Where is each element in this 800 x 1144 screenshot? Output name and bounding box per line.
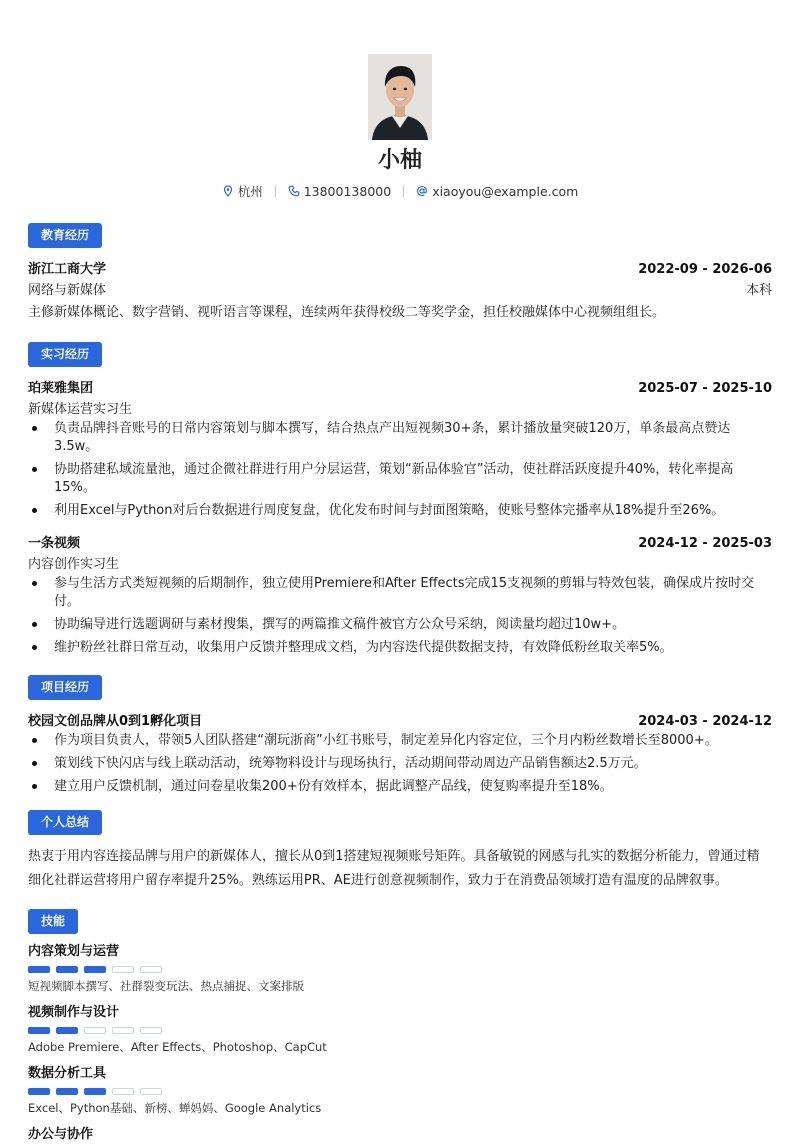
skill-bar-empty [112, 966, 134, 973]
project-date: 2024-03 - 2024-12 [638, 714, 772, 729]
skill-bar-filled [28, 966, 50, 973]
summary-section [28, 810, 772, 893]
job-header-row [28, 377, 772, 396]
skill-name: 数据分析工具 [28, 1066, 107, 1081]
summary-text: 热衷于用内容连接品牌与用户的新媒体人，擅长从0到1搭建短视频账号矩阵。具备敏锐的网感与扎实的数据分析能力，曾通过精细化社群运营将用户留存率提升25%。熟练运用PR、AE进行创意视频制作，致力于在消费品领域打造有温度的品牌叙事。 [28, 849, 760, 888]
skill-bar-empty [140, 1088, 162, 1095]
skill-bar-empty [84, 1027, 106, 1034]
skill-bar-filled [84, 966, 106, 973]
skill-level-bars [28, 1088, 772, 1096]
contact-divider [275, 185, 276, 197]
contact-location [222, 182, 263, 200]
skill-bar-filled [56, 966, 78, 973]
bullet-item: 利用Excel与Python对后台数据进行周度复盘，优化发布时间与封面图策略，使账号整体完播率从18%提升至26%。 [28, 502, 772, 520]
skill-bar-filled [56, 1027, 78, 1034]
project-bullets [28, 732, 772, 796]
job-date: 2024-12 - 2025-03 [638, 536, 772, 551]
job-role: 内容创作实习生 [28, 557, 120, 572]
project-section [28, 675, 772, 796]
email-text[interactable]: xiaoyou@example.com [432, 183, 579, 199]
resume-header [28, 0, 772, 200]
bullet-item: 维护粉丝社群日常互动，收集用户反馈并整理成文档，为内容迭代提供数据支持，有效降低粉丝取关率5%。 [28, 639, 772, 657]
section-tag-summary: 个人总结 [28, 810, 102, 835]
skills-list [28, 943, 772, 1144]
location-text: 杭州 [237, 184, 263, 199]
job-header-row [28, 532, 772, 551]
skill-item [28, 1126, 772, 1144]
skill-name: 内容策划与运营 [28, 944, 120, 959]
contact-email [416, 184, 578, 199]
skill-item [28, 1065, 772, 1116]
section-tag-internship: 实习经历 [28, 342, 102, 367]
skill-bar-empty [140, 1027, 162, 1034]
skill-bar-empty [140, 966, 162, 973]
education-date: 2022-09 - 2026-06 [638, 262, 772, 277]
major: 网络与新媒体 [28, 283, 107, 298]
skill-bar-empty [112, 1027, 134, 1034]
phone-icon [288, 185, 300, 197]
skill-level-bars [28, 1027, 772, 1035]
skills-section [28, 909, 772, 1144]
bullet-item: 建立用户反馈机制，通过问卷星收集200+份有效样本，据此调整产品线，使复购率提升至18%。 [28, 778, 772, 796]
education-header-row [28, 258, 772, 277]
at-sign-icon [416, 185, 428, 197]
skill-bar-filled [84, 1088, 106, 1095]
location-pin-icon [222, 185, 234, 197]
bullet-item: 协助编导进行选题调研与素材搜集，撰写的两篇推文稿件被官方公众号采纳，阅读量均超过10w+。 [28, 616, 772, 634]
education-sub-row [28, 279, 772, 298]
internship-section [28, 342, 772, 657]
skill-name: 办公与协作 [28, 1127, 94, 1142]
skill-level-bars [28, 966, 772, 974]
skill-item [28, 1004, 772, 1055]
bullet-item: 参与生活方式类短视频的后期制作，独立使用Premiere和After Effects完成15支视频的剪辑与特效包装，确保成片按时交付。 [28, 575, 772, 611]
school-name: 浙江工商大学 [28, 262, 107, 277]
section-tag-skills: 技能 [28, 909, 78, 934]
job-role: 新媒体运营实习生 [28, 402, 133, 417]
education-description: 主修新媒体概论、数字营销、视听语言等课程，连续两年获得校级二等奖学金，担任校融媒体中心视频组组长。 [28, 305, 666, 320]
degree: 本科 [745, 283, 772, 298]
job-entry [28, 532, 772, 657]
job-entry [28, 377, 772, 520]
education-section [28, 223, 772, 325]
company-name: 一条视频 [28, 536, 81, 551]
job-date: 2025-07 - 2025-10 [638, 381, 772, 396]
skill-item [28, 943, 772, 994]
contact-phone [288, 184, 391, 199]
profile-photo [368, 54, 432, 140]
bullet-item: 协助搭建私域流量池，通过企微社群进行用户分层运营，策划“新品体验官”活动，使社群活跃度提升40%，转化率提高15%。 [28, 461, 772, 497]
bullet-item: 作为项目负责人，带领5人团队搭建“潮玩浙商”小红书账号，制定差异化内容定位，三个月内粉丝数增长至8000+。 [28, 732, 772, 750]
contact-bar [28, 182, 772, 200]
candidate-name: 小柚 [377, 148, 422, 173]
skill-bar-empty [112, 1088, 134, 1095]
company-name: 珀莱雅集团 [28, 381, 94, 396]
skill-bar-filled [56, 1088, 78, 1095]
skill-bar-filled [28, 1088, 50, 1095]
skill-description: 短视频脚本撰写、社群裂变玩法、热点捕捉、文案排版 [28, 979, 304, 993]
phone-text[interactable]: 13800138000 [303, 183, 392, 199]
skill-name: 视频制作与设计 [28, 1005, 120, 1020]
section-tag-education: 教育经历 [28, 223, 102, 248]
project-name: 校园文创品牌从0到1孵化项目 [28, 714, 203, 729]
project-header-row [28, 710, 772, 729]
profile-photo-image [368, 54, 432, 140]
job-bullets [28, 420, 772, 520]
skill-bar-filled [28, 1027, 50, 1034]
bullet-item: 负责品牌抖音账号的日常内容策划与脚本撰写，结合热点产出短视频30+条，累计播放量突破120万，单条最高点赞达3.5w。 [28, 420, 772, 456]
job-bullets [28, 575, 772, 657]
skill-description: Adobe Premiere、After Effects、Photoshop、CapCut [28, 1040, 327, 1054]
skill-description: Excel、Python基础、新榜、蝉妈妈、Google Analytics [28, 1101, 322, 1115]
section-tag-project: 项目经历 [28, 675, 102, 700]
contact-divider [403, 185, 404, 197]
bullet-item: 策划线下快闪店与线上联动活动，统筹物料设计与现场执行，活动期间带动周边产品销售额达2.5万元。 [28, 755, 772, 773]
